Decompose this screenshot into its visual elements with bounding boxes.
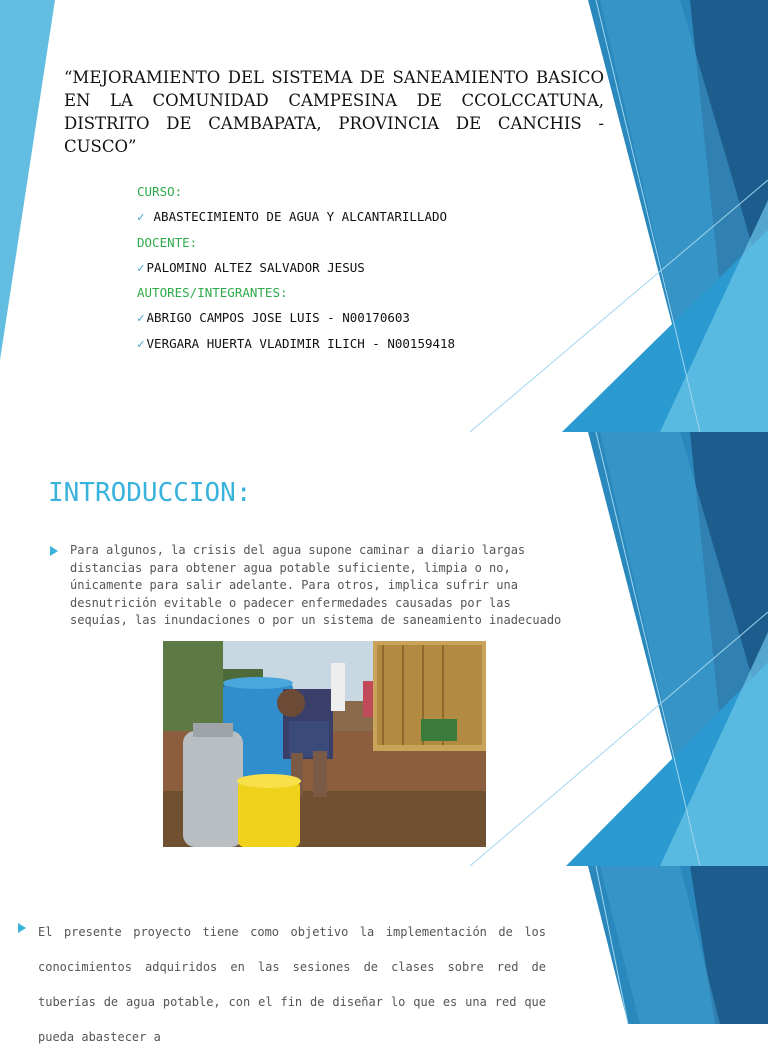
curso-value: ABASTECIMIENTO DE AGUA Y ALCANTARILLADO (153, 209, 448, 225)
check-icon: ✓ (137, 310, 145, 326)
check-icon: ✓ (137, 335, 145, 351)
autor-name: ABRIGO CAMPOS JOSE LUIS - N00170603 (146, 310, 410, 326)
docente-label: DOCENTE: (137, 234, 198, 250)
bullet-arrow-icon (50, 546, 58, 556)
slide-introduccion (0, 432, 768, 866)
slide-objetivo (0, 866, 768, 1044)
course-details (137, 182, 557, 359)
objetivo-paragraph: El presente proyecto tiene como objetivo la implementación de los conocimientos adquiridos en las sesiones de clases sobre red de tuberías de agua potable, con el fin de diseñar lo que es una red que pueda abastecer a (38, 925, 546, 1044)
photo-child-filling-water-bucket (163, 641, 486, 847)
intro-paragraph: Para algunos, la crisis del agua supone caminar a diario largas distancias para obtener agua potable suficiente, limpia o no, únicamente para salir adelante. Para otros, implica sufrir una desnutrición evitable o padecer enfermedades causadas por las sequías, las inundaciones o por un sistema de saneamiento inadecuado (70, 543, 562, 627)
left-stripe (0, 0, 55, 360)
curso-label: CURSO: (137, 184, 183, 199)
section-heading: INTRODUCCION: (48, 478, 252, 508)
check-icon: ✓ (137, 259, 145, 275)
presentation-title: “MEJORAMIENTO DEL SISTEMA DE SANEAMIENTO BASICO EN LA COMUNIDAD CAMPESINA DE CCOLCCATUNA, DISTRITO DE CAMBAPATA, PROVINCIA DE CANCHIS - CUSCO” (64, 68, 604, 156)
docente-row (137, 258, 557, 283)
curso-row (137, 207, 557, 232)
autor-row (137, 308, 557, 333)
check-icon: ✓ (137, 209, 145, 225)
slide-title (0, 0, 768, 432)
autores-label: AUTORES/INTEGRANTES: (137, 285, 288, 301)
autor-name: VERGARA HUERTA VLADIMIR ILICH - N00159418 (146, 335, 456, 351)
autor-row (137, 334, 557, 359)
docente-value: PALOMINO ALTEZ SALVADOR JESUS (146, 259, 365, 275)
bullet-arrow-icon (18, 923, 26, 933)
